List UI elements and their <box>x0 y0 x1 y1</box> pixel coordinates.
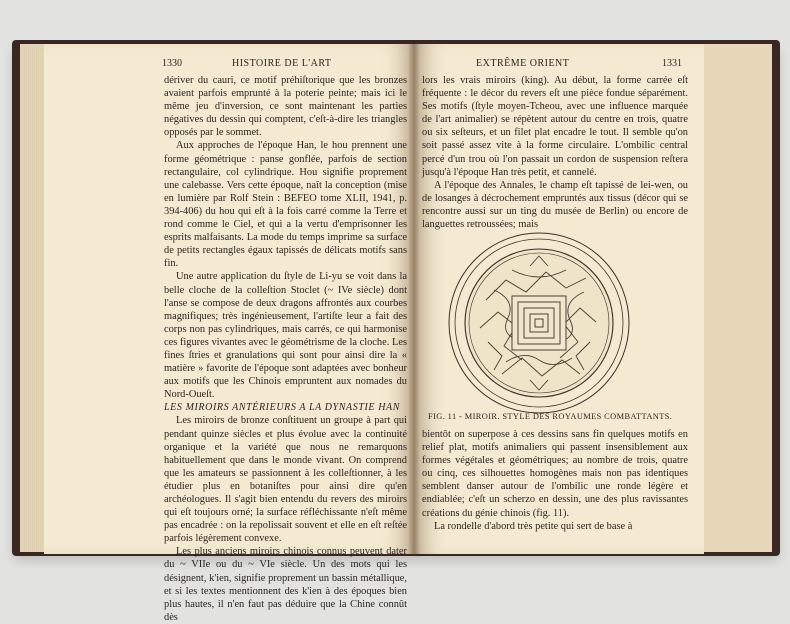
paragraph: Une autre application du ſtyle de Li-yu se voit dans la belle cloche de la colleſtion Stoclet (~ IVe siècle) dont l'anse se compose de deux dragons affrontés aux courbes magnifiques; très ingénieusement, l'artiſte leur a fait des corps non pas cylindriques, mais carrés, ce qui harmonise ces figures vivantes avec le géométrisme de la cloche. Les fines ſtries et granulations qui sont pour ainsi dire la « matière » favorite de l'époque sont adaptées avec bonheur aux motifs que les Chinois empruntent aux nomades du Nord-Oueſt. <box>164 271 407 401</box>
page-edges-right <box>700 44 772 552</box>
paragraph: A l'époque des Annales, le champ eſt tapissé de lei-wen, ou de losanges à décrochement empruntés aux tissus (décor qui se rencontre aussi sur un ting du musée de Berlin) ou encore de languettes retroussées; mais <box>422 179 688 231</box>
page-number-left: 1330 <box>162 58 182 69</box>
page-number-right: 1331 <box>662 58 682 69</box>
paragraph: La rondelle d'abord très petite qui sert de base à <box>434 520 633 532</box>
paragraph: dériver du cauri, ce motif préhiſtorique que les bronzes avaient parfois emprunté à la poterie peinte; mais ici le même jeu d'inversion, ce sont maintenant les parties négatives du dessin qui comptent, c'eſt-à-dire les triangles opposés par le sommet. <box>164 75 407 139</box>
paragraph: lors les vrais miroirs (king). Au début, la forme carrée eſt fréquente : le décor du revers eſt une pièce fondue séparément. Ses motifs (ſtyle moyen-Tcheou, avec une influence marquée de l'art animalier) se répètent autour du centre en trois, quatre ou six seſteurs, et un filet plat encadre le tout. Il semble qu'on soit passé assez vite à la forme circulaire. L'ombilic central percé d'un trou où l'on passait un cordon de suspension reſtera jusqu'à l'époque Han très petit, et cannelé. <box>422 75 688 178</box>
running-head-right: EXTRÊME ORIENT <box>476 58 570 69</box>
section-title: LES MIROIRS ANTÉRIEURS A LA DYNASTIE HAN <box>164 402 401 414</box>
paragraph: bientôt on superpose à ces dessins sans fin quelques motifs en relief plat, motifs animaliers qui passent insensiblement aux formes végétales et géométriques; au nombre de trois, quatre ou cinq, ces silhouettes homogènes mais non pas identiques semblent danser autour de l'ombilic une ronde légère et endiablée; c'eſt un scherzo en dessin, une des plus ravissantes créations du génie chinois (fig. 11). <box>422 429 688 519</box>
left-text-column <box>164 74 407 624</box>
bronze-mirror-figure <box>446 230 632 416</box>
running-head-left: HISTOIRE DE L'ART <box>232 58 332 69</box>
right-page <box>414 44 704 554</box>
book-gutter <box>408 44 420 554</box>
right-text-top <box>422 74 688 231</box>
paragraph: Les plus anciens miroirs chinois connus peuvent dater du ~ VIIe ou du ~ VIe siècle. Un des mots qui les désignent, k'ien, signifie proprement un bassin métallique, et si les textes mentionnent des k'ien à des époques bien plus hautes, il n'en faut pas déduire que la Chine connût dès <box>164 546 407 623</box>
paragraph: Les miroirs de bronze conſtituent un groupe à part qui pendant quinze siècles et plus évolue avec la continuité organique et la variété que nous ne remarquons habituellement que dans le monde vivant. On comprend que les amateurs se passionnent à les colleſtionner, à les étudier plus en botaniſtes pour ainsi dire qu'en archéologues. Il s'agit bien entendu du revers des miroirs qui eſt toujours orné; la surface réfléchissante n'eſt même pas encadrée : on la repolissait souvent et elle en eſt reſtée parfois légèrement convexe. <box>164 415 407 545</box>
left-page <box>44 44 414 623</box>
paragraph: Aux approches de l'époque Han, le hou prennent une forme géométrique : panse gonflée, parfois de section rectangulaire, col cylindrique. Hou signifie proprement une calebasse. Vers cette époque, naît la conception (mise en lumière par Rolf Stein : BEFEO tome XLII, 1941, p. 394-406) du hou qui eſt à la fois carré comme la Terre et rond comme le Ciel, et qui a la vertu d'emprisonner les esprits malfaisants. La mode du temps imprime sa surface de petits rectangles égaux tapissés de délicats motifs sans fin. <box>164 140 407 270</box>
figure-caption: FIG. 11 - MIROIR. STYLE DES ROYAUMES COMBATTANTS. <box>428 412 673 421</box>
right-text-bottom <box>422 428 688 533</box>
